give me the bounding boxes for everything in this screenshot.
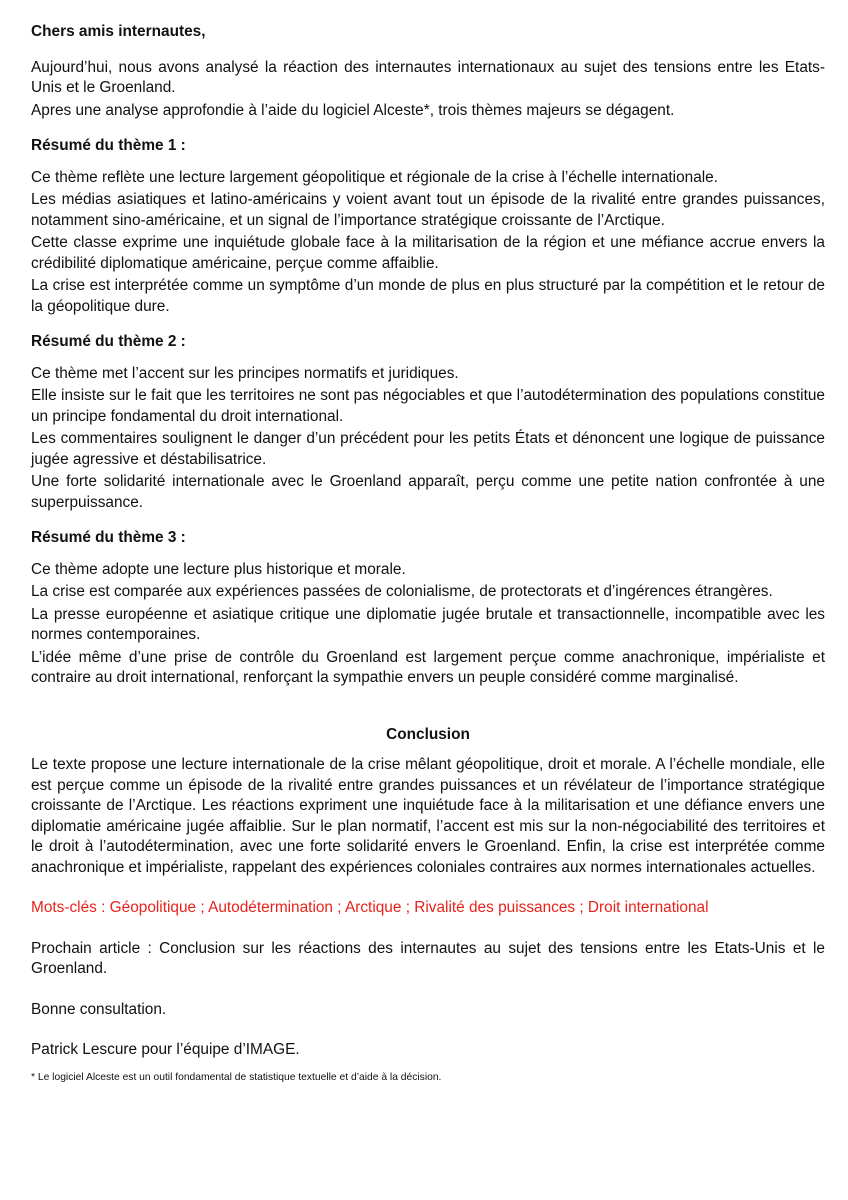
conclusion-body: Le texte propose une lecture internationale de la crise mêlant géopolitique, droit et morale. A l’échelle mondiale, elle est perçue comme un épisode de la rivalité entre grandes puissances et un révélateur de l’importance stratégique croissante de l’Arctique. Les réactions expriment une inquiétude face à la militarisation et une défiance envers une diplomatie américaine jugée affaiblie. Sur le plan normatif, l’accent est mis sur la non-négociabilité des territoires et le droit à l’autodétermination, avec une forte solidarité envers le Groenland. Enfin, la crise est interprétée comme anachronique et impérialiste, rappelant des expériences coloniales contraires aux normes internationales actuelles. [31,756,825,876]
theme-1-paragraph: Cette classe exprime une inquiétude globale face à la militarisation de la région et une méfiance accrue envers la crédibilité diplomatique américaine, perçue comme affaiblie. [31,234,825,272]
theme-2-title: Résumé du thème 2 : [31,333,186,350]
conclusion-title: Conclusion [386,725,470,743]
theme-1-section [31,136,825,317]
intro-paragraph: Aujourd’hui, nous avons analysé la réaction des internautes internationaux au sujet des tensions entre les Etats-Unis et le Groenland. [31,58,825,96]
theme-2-paragraph: Une forte solidarité internationale avec le Groenland apparaît, perçu comme une petite nation confrontée à une superpuissance. [31,473,825,511]
theme-2-paragraph: Elle insiste sur le fait que les territoires ne sont pas négociables et que l’autodétermination des populations constitue un principe fondamental du droit international. [31,387,825,425]
greeting: Chers amis internautes, [31,23,206,40]
theme-1-paragraph: Ce thème reflète une lecture largement géopolitique et régionale de la crise à l’échelle internationale. [31,168,719,186]
theme-3-title: Résumé du thème 3 : [31,529,186,546]
theme-1-paragraph: Les médias asiatiques et latino-américains y voient avant tout un épisode de la rivalité entre grandes puissances, notamment sino-américaine, et un signal de l’importance stratégique croissante de l’Arctique. [31,191,825,229]
document-page [31,22,825,1085]
theme-3-section [31,528,825,689]
closing-line: Bonne consultation. [31,1000,167,1018]
theme-3-paragraph: La crise est comparée aux expériences passées de colonialisme, de protectorats et d’ingérences étrangères. [31,583,773,600]
intro-paragraph: Apres une analyse approfondie à l’aide du logiciel Alceste*, trois thèmes majeurs se dégagent. [31,101,675,119]
footnote: * Le logiciel Alceste est un outil fondamental de statistique textuelle et d’aide à la décision. [31,1071,442,1083]
theme-3-paragraph: La presse européenne et asiatique critique une diplomatie jugée brutale et transactionnelle, incompatible avec les normes contemporaines. [31,605,825,643]
keywords: Mots-clés : Géopolitique ; Autodétermination ; Arctique ; Rivalité des puissances ; Droit international [31,899,709,916]
theme-1-paragraph: La crise est interprétée comme un symptôme d’un monde de plus en plus structuré par la compétition et le retour de la géopolitique dure. [31,277,825,315]
theme-1-title: Résumé du thème 1 : [31,137,186,154]
theme-3-paragraph: Ce thème adopte une lecture plus historique et morale. [31,560,406,578]
signature: Patrick Lescure pour l’équipe d’IMAGE. [31,1041,300,1058]
theme-2-paragraph: Les commentaires soulignent le danger d’un précédent pour les petits États et dénoncent une logique de puissance jugée agressive et déstabilisatrice. [31,430,825,468]
theme-3-paragraph: L’idée même d’une prise de contrôle du Groenland est largement perçue comme anachronique, impérialiste et contraire au droit international, renforçant la sympathie envers un peuple considéré comme marginalisé. [31,648,825,686]
theme-2-section [31,332,825,513]
theme-2-paragraph: Ce thème met l’accent sur les principes normatifs et juridiques. [31,364,459,382]
next-article: Prochain article : Conclusion sur les réactions des internautes au sujet des tensions entre les Etats-Unis et le Groenland. [31,939,825,977]
intro [31,58,825,122]
